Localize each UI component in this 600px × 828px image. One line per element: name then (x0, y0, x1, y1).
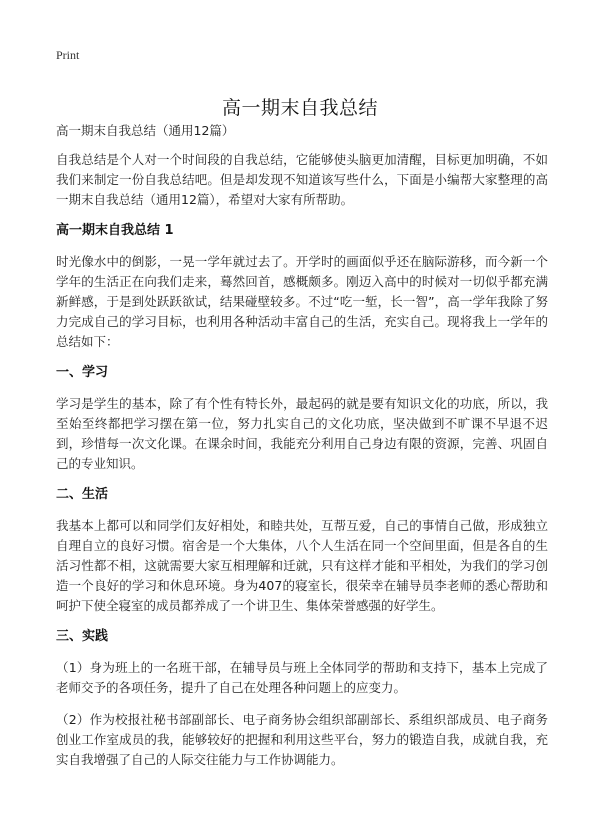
paragraph-study: 学习是学生的基本，除了有个性有特长外，最起码的就是要有知识文化的功底，所以，我至始至终都把学习摆在第一位，努力扎实自己的文化功底，坚决做到不旷课不早退不迟到，珍惜每一次文化课。在课余时间，我能充分利用自己身边有限的资源，完善、巩固自己的专业知识。 (56, 396, 548, 471)
heading-study: 一、学习 (56, 365, 109, 380)
paragraph-practice-2: （2）作为校报社秘书部副部长、电子商务协会组织部副部长、系组织部成员、电子商务创业工作室成员的我，能够较好的把握和利用这些平台，努力的锻造自我，成就自我，充实自我增强了自己的人际交往能力与工作协调能力。 (56, 712, 548, 767)
document-body (56, 122, 548, 782)
paragraph-practice-1: （1）身为班上的一名班干部，在辅导员与班上全体同学的帮助和支持下，基本上完成了老师交予的各项任务，提升了自己在处理各种问题上的应变力。 (56, 660, 548, 695)
intro-paragraph: 自我总结是个人对一个时间段的自我总结，它能够使头脑更加清醒，目标更加明确，不如我们来制定一份自我总结吧。但是却发现不知道该写些什么，下面是小编帮大家整理的高一期末自我总结（通用12篇），希望对大家有所帮助。 (56, 152, 548, 207)
document-subtitle: 高一期末自我总结（通用12篇） (56, 123, 235, 138)
heading-life: 二、生活 (56, 487, 109, 502)
page-title: 高一期末自我总结 (221, 96, 378, 119)
section-heading: 高一期末自我总结 1 (56, 223, 174, 238)
section-paragraph: 时光像水中的倒影，一晃一学年就过去了。开学时的画面似乎还在脑际游移，而今新一个学年的生活正在向我们走来，蓦然回首，感概颇多。刚迈入高中的时候对一切似乎都充满新鲜感，于是到处跃跃欲试，结果碰壁较多。不过“吃一堑，长一智”，高一学年我除了努力完成自己的学习目标，也利用各种活动丰富自己的生活，充实自己。现将我上一学年的总结如下： (56, 254, 548, 349)
paragraph-life: 我基本上都可以和同学们友好相处，和睦共处，互帮互爱，自己的事情自己做，形成独立自理自立的良好习惯。宿舍是一个大集体，八个人生活在同一个空间里面，但是各自的生活习性都不相，这就需要大家互相理解和迁就，只有这样才能和平相处，为我们的学习创造一个良好的学习和休息环境。身为407的寝室长，很荣幸在辅导员李老师的悉心帮助和呵护下使全寝室的成员都养成了一个讲卫生、集体荣誉感强的好学生。 (56, 518, 548, 613)
heading-practice: 三、实践 (56, 629, 109, 644)
print-label: Print (56, 48, 80, 62)
